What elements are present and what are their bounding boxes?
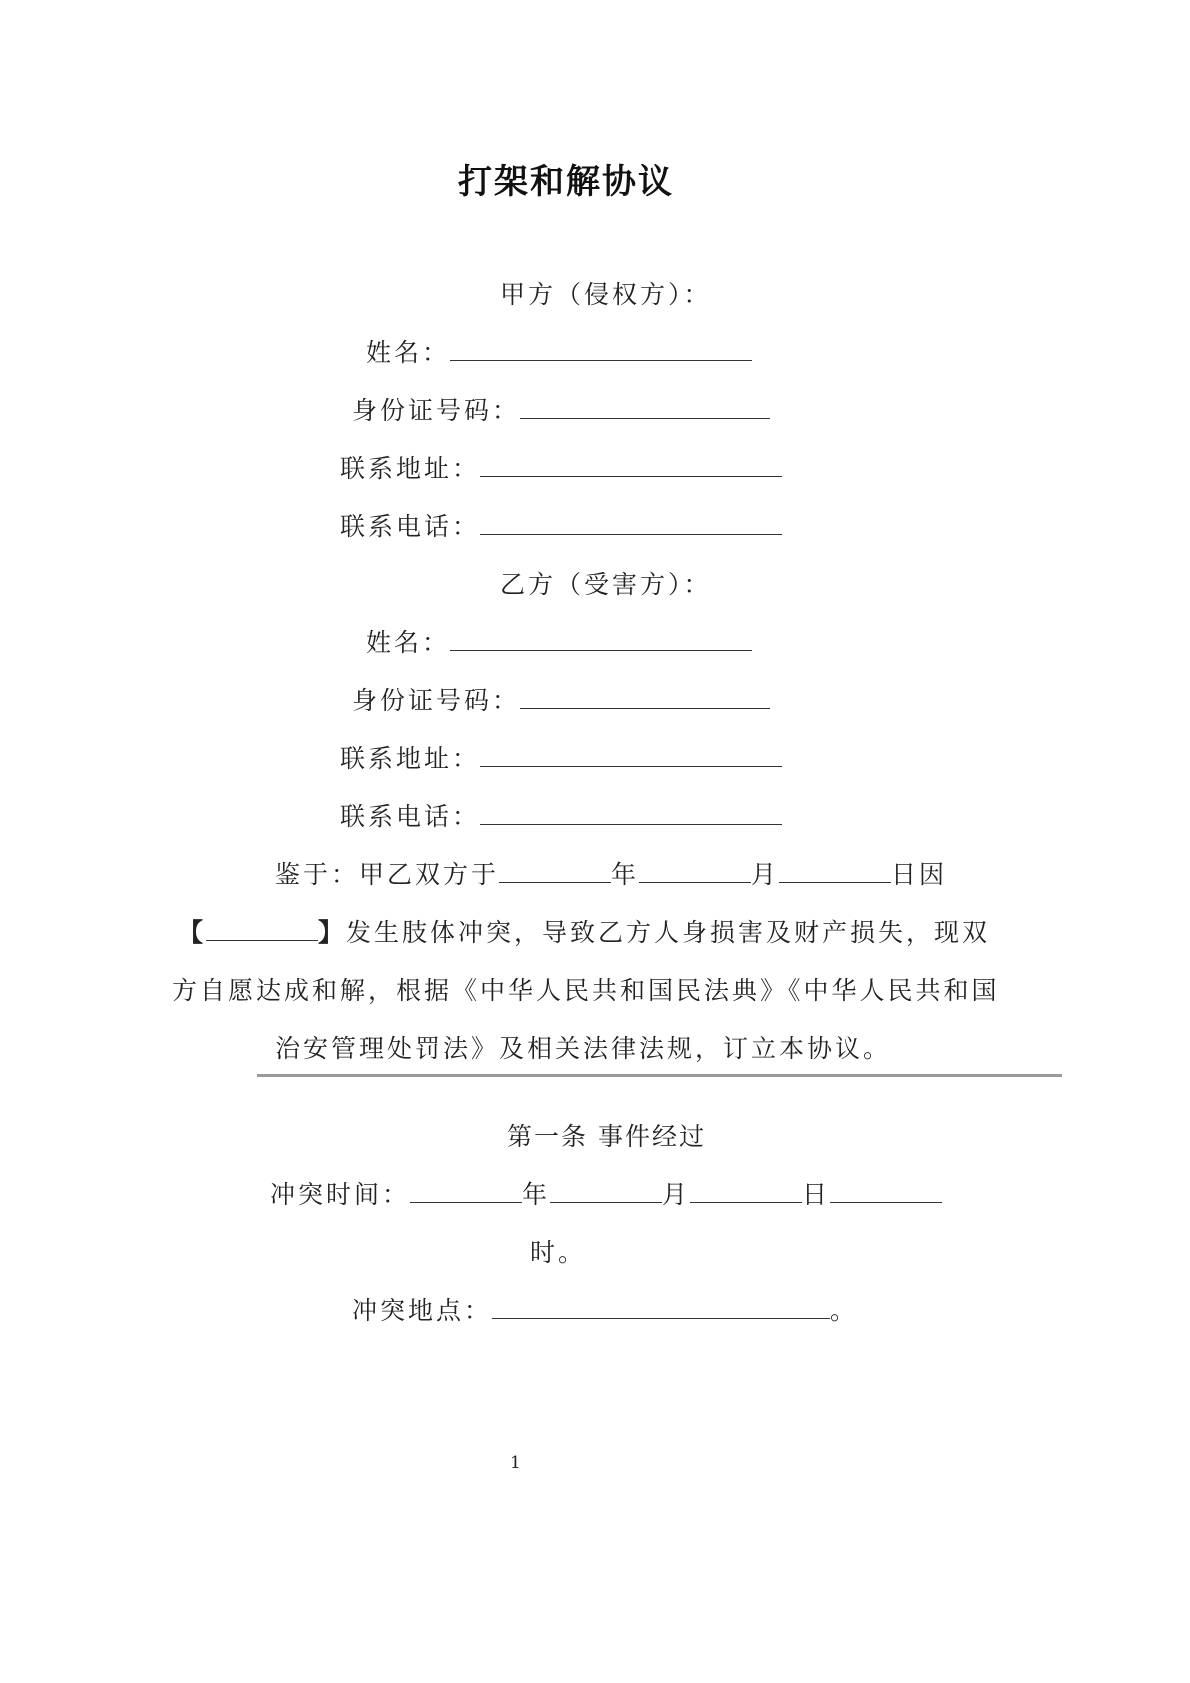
conflict-month-field[interactable]	[550, 1178, 662, 1203]
party-a-heading: 甲方（侵权方）：	[500, 280, 712, 309]
party-b-id-row	[352, 684, 770, 718]
preamble-line-2	[178, 916, 990, 950]
party-a-phone-row	[340, 510, 782, 544]
party-b-phone-label: 联系电话：	[340, 802, 481, 831]
party-a-phone-label: 联系电话：	[340, 512, 481, 541]
party-a-id-label: 身份证号码：	[352, 396, 521, 425]
party-a-address-field[interactable]	[480, 452, 782, 477]
conflict-hour-label: 时。	[530, 1238, 587, 1267]
preamble-year-label: 年	[611, 860, 640, 889]
party-b-address-field[interactable]	[480, 742, 782, 767]
party-a-name-row	[366, 336, 752, 370]
conflict-place-field[interactable]	[492, 1294, 830, 1319]
party-b-phone-field[interactable]	[480, 800, 782, 825]
conflict-day-label: 日	[802, 1180, 831, 1209]
party-a-id-field[interactable]	[520, 394, 770, 419]
preamble-day-cause: 日因	[891, 860, 948, 889]
party-b-name-label: 姓名：	[366, 628, 451, 657]
party-b-id-label: 身份证号码：	[352, 686, 521, 715]
party-b-name-row	[366, 626, 752, 660]
bracket-close: 】	[318, 918, 347, 947]
preamble-line-1	[275, 858, 947, 892]
preamble-line-2-text: 发生肢体冲突，导致乙方人身损害及财产损失，现双	[346, 918, 991, 947]
party-a-name-label: 姓名：	[366, 338, 451, 367]
party-a-address-row	[340, 452, 782, 486]
bracket-open: 【	[178, 918, 207, 947]
conflict-place-end: 。	[830, 1296, 859, 1325]
party-a-address-label: 联系地址：	[340, 454, 481, 483]
party-a-id-row	[352, 394, 770, 428]
preamble-prefix: 鉴于：甲乙双方于	[275, 860, 500, 889]
preamble-line-3: 方自愿达成和解，根据《中华人民共和国民法典》《中华人民共和国	[172, 976, 1000, 1005]
incident-day-field[interactable]	[779, 858, 891, 883]
conflict-month-label: 月	[662, 1180, 691, 1209]
conflict-year-field[interactable]	[410, 1178, 522, 1203]
conflict-day-field[interactable]	[690, 1178, 802, 1203]
conflict-place-label: 冲突地点：	[352, 1296, 493, 1325]
party-b-id-field[interactable]	[520, 684, 770, 709]
section-divider	[257, 1074, 1062, 1077]
party-a-name-field[interactable]	[450, 336, 752, 361]
incident-cause-field[interactable]	[206, 916, 318, 941]
page-number: 1	[510, 1453, 521, 1473]
party-b-heading: 乙方（受害方）：	[500, 570, 712, 599]
party-b-phone-row	[340, 800, 782, 834]
party-a-phone-field[interactable]	[480, 510, 782, 535]
page-title: 打架和解协议	[458, 162, 674, 202]
article-1-heading: 第一条 事件经过	[507, 1122, 706, 1151]
conflict-time-label: 冲突时间：	[270, 1180, 411, 1209]
party-b-address-row	[340, 742, 782, 776]
party-b-address-label: 联系地址：	[340, 744, 481, 773]
preamble-line-4: 治安管理处罚法》及相关法律法规，订立本协议。	[275, 1034, 892, 1063]
party-b-name-field[interactable]	[450, 626, 752, 651]
conflict-place-row	[352, 1294, 858, 1328]
conflict-time-row	[270, 1178, 942, 1212]
conflict-hour-field[interactable]	[830, 1178, 942, 1203]
conflict-year-label: 年	[522, 1180, 551, 1209]
incident-month-field[interactable]	[639, 858, 751, 883]
incident-year-field[interactable]	[499, 858, 611, 883]
preamble-month-label: 月	[751, 860, 780, 889]
